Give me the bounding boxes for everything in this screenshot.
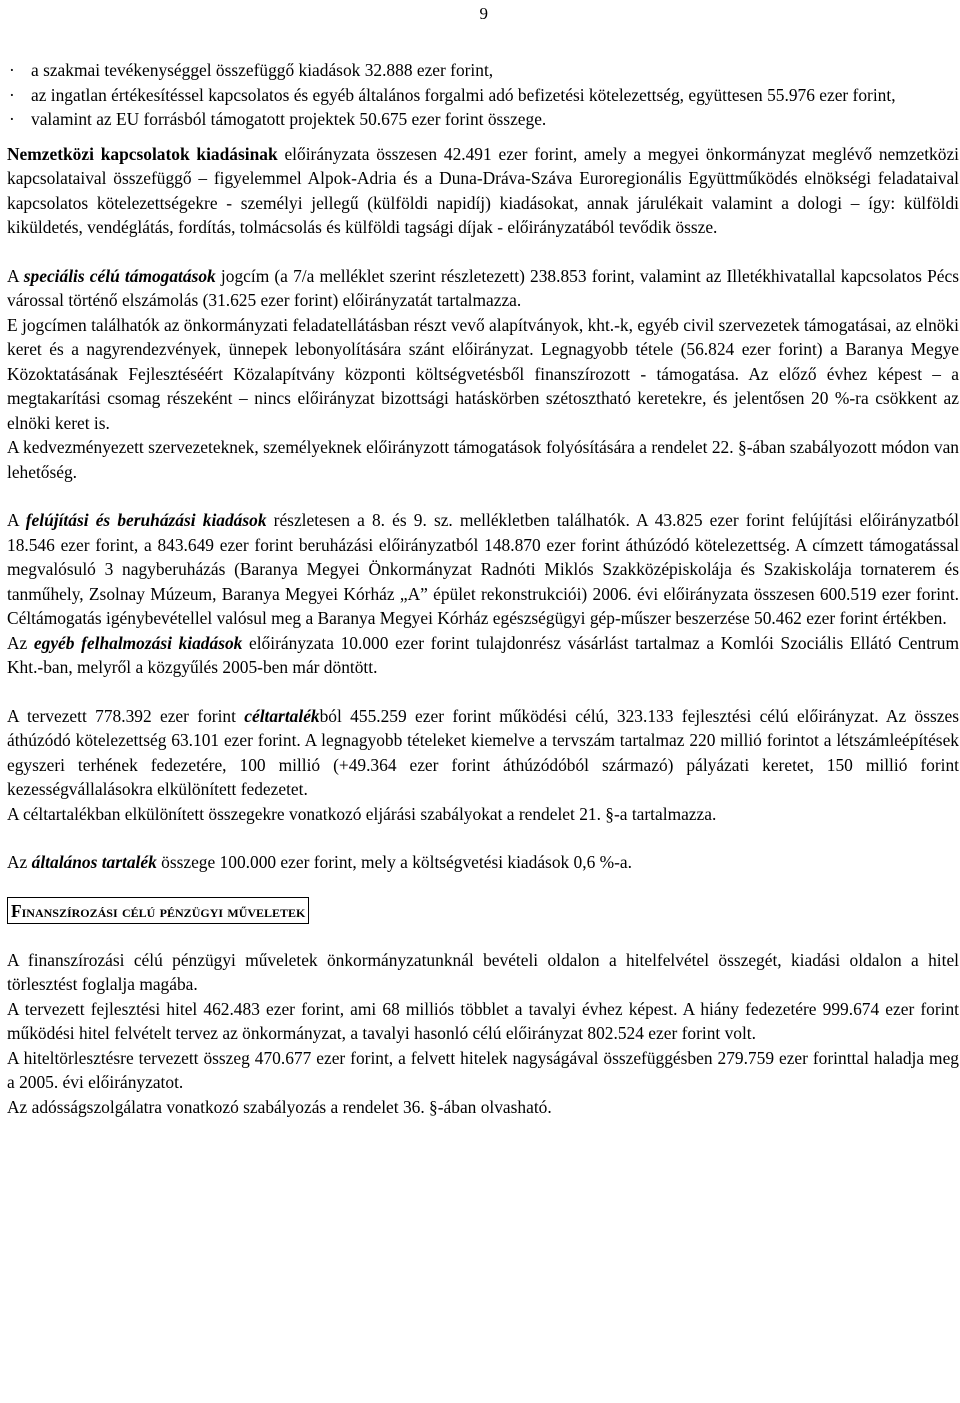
paragraph-fin-3: A hiteltörlesztésre tervezett összeg 470.677 ezer forint, a felvett hitelek nagyságával összefüggésben 279.759 ezer forinttal haladja meg a 2005. évi előirányzatot.	[7, 1047, 959, 1092]
paragraph-specialis	[7, 264, 959, 313]
bold-term: Nemzetközi kapcsolatok kiadásinak	[7, 143, 278, 164]
document-body	[7, 58, 959, 1119]
list-item: · valamint az EU forrásból támogatott projektek 50.675 ezer forint összege.	[7, 107, 959, 132]
list-item: · a szakmai tevékenységgel összefüggő kiadások 32.888 ezer forint,	[7, 58, 959, 83]
emphasized-term: felújítási és beruházási kiadások	[25, 510, 267, 530]
emphasized-term: egyéb felhalmozási kiadások	[33, 632, 243, 653]
paragraph-text: jogcím (a 7/a melléklet szerint részletezett) 238.853 forint, valamint az Illetékhivatallal kapcsolatos Pécs várossal történő elszámolás (31.625 ezer forint) előirányzatát tartalmazza.	[7, 265, 959, 310]
list-item: · az ingatlan értékesítéssel kapcsolatos és egyéb általános forgalmi adó befizetési kötelezettség, együttesen 55.976 ezer forint,	[7, 83, 959, 108]
paragraph-nemzetkozi	[7, 142, 959, 240]
paragraph-egyeb	[7, 631, 959, 680]
paragraph-tervezett	[7, 704, 959, 802]
paragraph-text: előirányzata 10.000 ezer forint tulajdonrész vásárlást tartalmaz a Komlói Szociális Ellátó Centrum Kht.-ban, melyről a közgyűlés 2005-ben már döntött.	[7, 632, 959, 677]
section-heading: Finanszírozási célú pénzügyi műveletek	[7, 897, 309, 924]
paragraph-fin-1: A finanszírozási célú pénzügyi műveletek önkormányzatunknál bevételi oldalon a hitelfelvétel összegét, kiadási oldalon a hitel törlesztést foglalja magába.	[7, 949, 959, 994]
paragraph-text: Az	[7, 632, 34, 653]
emphasized-term: speciális célú támogatások	[23, 265, 216, 286]
page-number: 9	[479, 4, 488, 23]
emphasized-term: céltartalék	[244, 705, 320, 726]
paragraph-fin-4: Az adósságszolgálatra vonatkozó szabályozás a rendelet 36. §-ában olvasható.	[7, 1096, 552, 1117]
paragraph-text: A	[7, 510, 26, 530]
paragraph-text: előirányzata összesen 42.491 ezer forint, amely a megyei önkormányzat meglévő nemzetközi kapcsolataival összefüggő – figyelemmel Alpok-Adria és a Duna-Dráva-Száva Euroregionális Együttműködés elnökségi feladataival kapcsolatos kötelezettségekre - személyi jellegű (külföldi napidíj) kiadásokat, annak járulékait valamint a dologi – így: külföldi kiküldetés, vendéglátás, fordítás, tolmácsolás és külföldi tagsági díjak - előirányzatából tevődik össze.	[7, 143, 959, 237]
paragraph-text: ból 455.259 ezer forint működési célú, 323.133 fejlesztési célú előirányzat. Az összes áthúzódó kötelezettség 63.101 ezer forint. A legnagyobb tételeket kiemelve a tervszám tartalmaz 220 millió forintot a létszámleépítések egyszeri terhének fedezetére, 100 millió (+49.364 ezer forint áthúzódóból származó) pályázati keretet, 150 millió forint kezességvállalásokra elkülönített fedezetet.	[7, 705, 959, 799]
paragraph-text: A	[7, 265, 24, 286]
paragraph-felujitasi	[7, 508, 959, 631]
paragraph-fin-2: A tervezett fejlesztési hitel 462.483 ezer forint, ami 68 milliós többlet a tavalyi évhez képest. A hiány fedezetére 999.674 ezer forint működési hitel felvételt tervez az önkormányzat, a tavalyi hasonló célú előirányzat 802.524 ezer forint volt.	[7, 998, 959, 1043]
emphasized-term: általános tartalék	[31, 852, 157, 872]
paragraph-jogcimen: E jogcímen találhatók az önkormányzati feladatellátásban részt vevő alapítványok, kht.-k, egyéb civil szervezetek támogatásai, az elnöki keret és a nagyrendezvények, ünnepek lebonyolítására szánt előirányzat. Legnagyobb tétele (56.824 ezer forint) a Baranya Megye Közoktatásának Fejlesztéséért Közalapítvány központi költségvetésből finanszírozott - támogatása. Az előző évhez képest – a megtakarítási csomag részeként – nincs előirányzat bizottsági hatáskörben szétosztható keretekre, és jelentősen 20 %-ra csökkent az elnöki keret is.	[7, 314, 959, 433]
expense-bullet-list	[7, 58, 959, 132]
paragraph-celtartalek: A céltartalékban elkülönített összegekre vonatkozó eljárási szabályokat a rendelet 21. §-a tartalmazza.	[7, 803, 717, 824]
paragraph-kedvezmenyezett: A kedvezményezett szervezeteknek, személyeknek előirányzott támogatások folyósítására a rendelet 22. §-ában szabályozott módon van lehetőség.	[7, 437, 959, 482]
paragraph-altalanos	[7, 850, 959, 875]
paragraph-text: részletesen a 8. és 9. sz. mellékletben találhatók. A 43.825 ezer forint felújítási előirányzatból 18.546 ezer forint, a 843.649 ezer forint beruházási előirányzatból 148.870 ezer forint áthúzódó kötelezettség. A címzett támogatással megvalósuló 3 nagyberuházás (Baranya Megyei Önkormányzat Radnóti Miklós Szakközépiskolája és Szakiskolája tornaterem és tanműhely, Zsolnay Múzeum, Baranya Megyei Kórház „A” épület rekonstrukciói) 2006. évi előirányzata összesen 600.519 ezer forint. Céltámogatás igénybevétellel valósul meg a Baranya Megyei Kórház egészségügyi gép-műszer beszerzése 50.462 ezer forint értékben.	[7, 510, 960, 628]
paragraph-text: Az	[7, 852, 32, 872]
paragraph-text: A tervezett 778.392 ezer forint	[7, 705, 245, 726]
paragraph-text: összege 100.000 ezer forint, mely a költségvetési kiadások 0,6 %-a.	[156, 852, 632, 872]
